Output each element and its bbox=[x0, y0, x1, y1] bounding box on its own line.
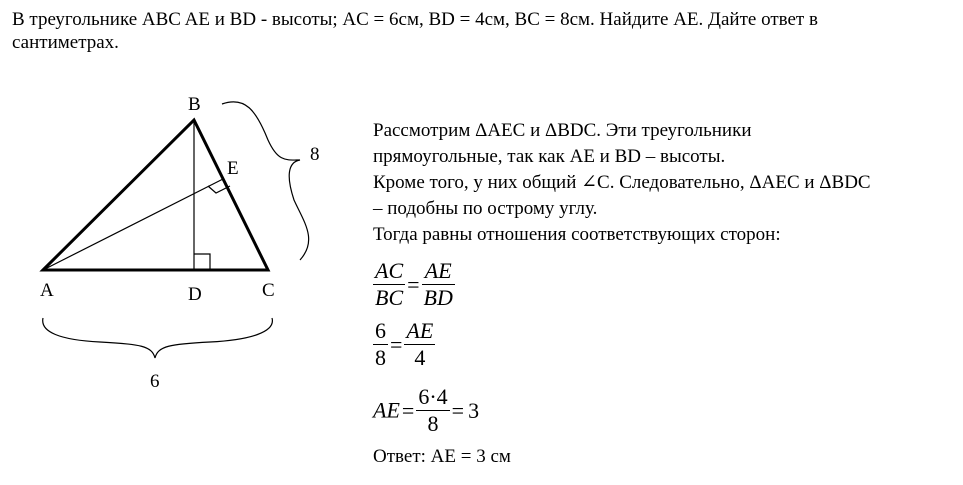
fraction-numerator: AE bbox=[406, 318, 434, 343]
solution-line-4: – подобны по острому углу. bbox=[373, 198, 598, 219]
fraction-numerator: AC bbox=[375, 258, 404, 283]
solution-line-1: Рассмотрим ΔAEC и ΔBDC. Эти треугольники bbox=[373, 120, 752, 141]
fraction-ae-bd bbox=[422, 258, 455, 311]
fraction-denominator: 8 bbox=[427, 411, 439, 436]
fraction-6x4-8 bbox=[416, 384, 449, 437]
fraction-denominator: BC bbox=[375, 285, 404, 310]
answer-line: Ответ: AE = 3 см bbox=[373, 446, 511, 467]
fraction-denominator: 8 bbox=[375, 345, 386, 370]
length-label-bc: 8 bbox=[310, 144, 320, 165]
vertex-label-e: E bbox=[227, 158, 239, 179]
equals-sign: = bbox=[401, 397, 415, 423]
altitude-ae bbox=[43, 179, 223, 270]
fraction-denominator: 4 bbox=[414, 345, 426, 370]
vertex-label-d: D bbox=[188, 284, 202, 305]
solution-line-3: Кроме того, у них общий ∠C. Следовательно, ΔAEC и ΔBDC bbox=[373, 172, 871, 193]
fraction-numerator: AE bbox=[422, 258, 455, 285]
fraction-numerator: 6·4 bbox=[418, 384, 448, 409]
fraction-numerator: 6 bbox=[375, 318, 386, 343]
brace-bc bbox=[222, 102, 309, 260]
problem-line-2: сантиметрах. bbox=[12, 32, 119, 53]
fraction-denominator: BD bbox=[423, 285, 453, 310]
vertex-label-c: C bbox=[262, 280, 275, 301]
solution-block bbox=[373, 118, 953, 470]
equals-sign: = bbox=[451, 397, 465, 423]
vertex-label-a: A bbox=[40, 280, 54, 301]
solution-line-5: Тогда равны отношения соответствующих сторон: bbox=[373, 224, 781, 245]
vertex-label-b: B bbox=[188, 94, 201, 115]
triangle-abc bbox=[43, 120, 268, 270]
equals-sign: = bbox=[407, 271, 420, 297]
equation-ratio bbox=[373, 258, 953, 316]
fraction-ac-bc bbox=[373, 258, 405, 311]
equation-result-value: 3 bbox=[468, 397, 480, 423]
right-angle-mark-d bbox=[194, 254, 210, 270]
length-label-ac: 6 bbox=[150, 371, 160, 392]
equation-lhs: AE bbox=[373, 397, 400, 423]
solution-line-2: прямоугольные, так как AE и BD – высоты. bbox=[373, 146, 726, 167]
brace-ac bbox=[43, 318, 273, 358]
equation-result bbox=[373, 384, 953, 444]
fraction-ae-4 bbox=[404, 318, 435, 371]
equation-substituted bbox=[373, 318, 953, 376]
equals-sign: = bbox=[390, 331, 403, 357]
fraction-6-8 bbox=[373, 318, 388, 371]
problem-line-1: В треугольнике ABC AE и BD - высоты; AC = 6см, BD = 4см, BC = 8см. Найдите AE. Дайте ответ в bbox=[12, 9, 818, 30]
